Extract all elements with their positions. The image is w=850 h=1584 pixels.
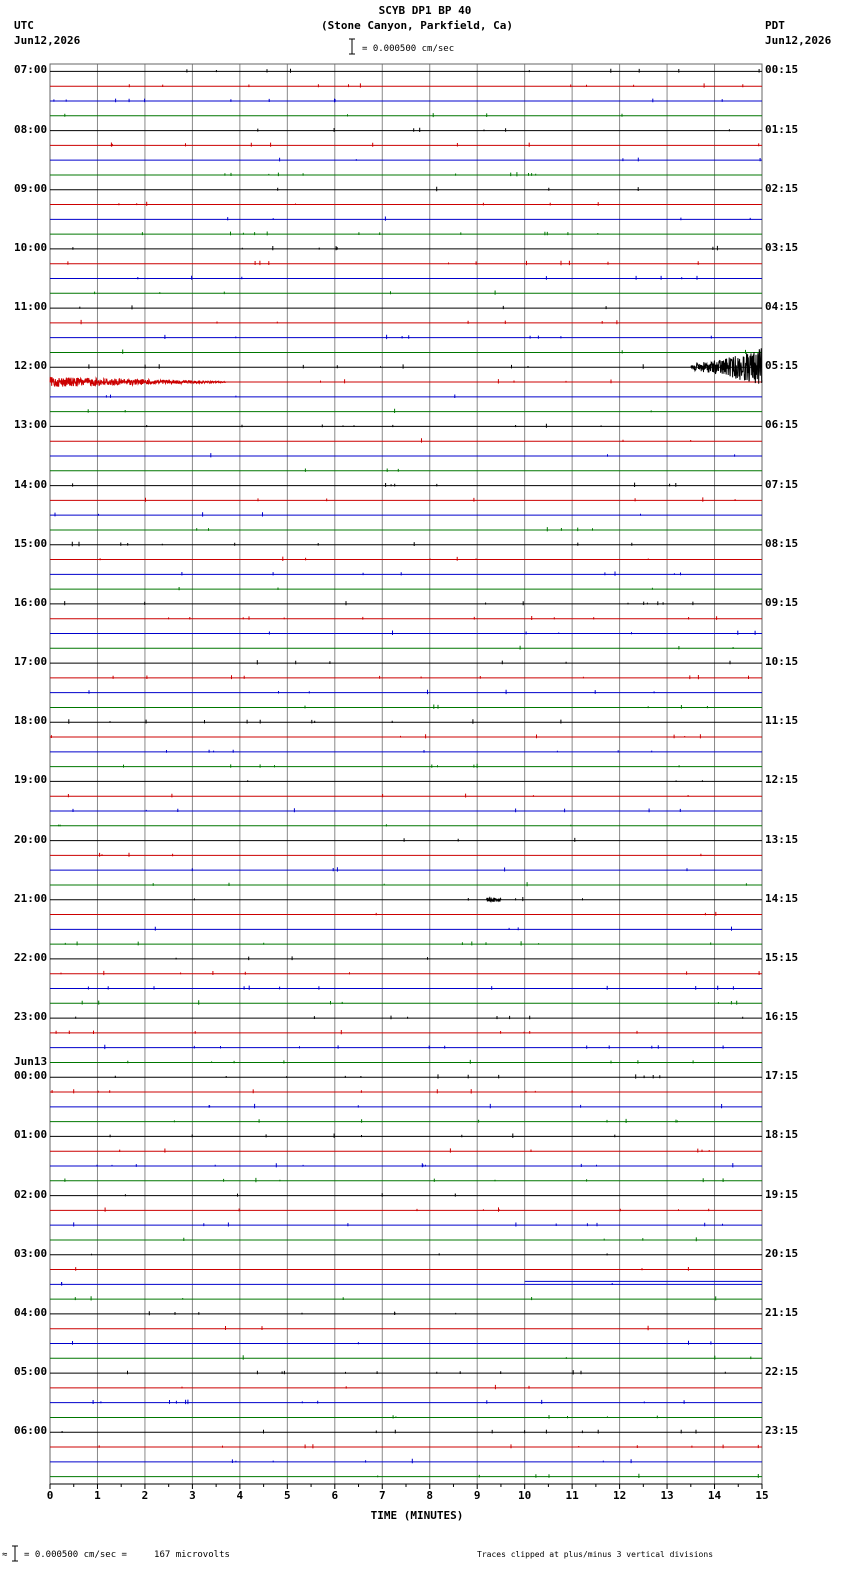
- trace-spikes-row-45: [51, 734, 700, 738]
- right-hour-label: 17:15: [765, 1069, 799, 1083]
- trace-spikes-row-23: [88, 409, 651, 413]
- trace-spikes-row-54: [192, 867, 687, 871]
- chart-subtitle: (Stone Canyon, Parkfield, Ca): [320, 19, 514, 32]
- trace-spikes-row-76: [125, 1193, 455, 1197]
- right-hour-label: 00:15: [765, 63, 799, 77]
- trace-spikes-row-8: [278, 187, 639, 191]
- trace-spikes-row-65: [56, 1030, 637, 1034]
- right-hour-label: 02:15: [765, 181, 799, 195]
- event-signal-1: [50, 377, 226, 387]
- trace-spikes-row-82: [62, 1282, 613, 1286]
- trace-spikes-row-67: [128, 1060, 693, 1064]
- right-hour-label: 18:15: [765, 1128, 799, 1142]
- trace-spikes-row-61: [61, 971, 759, 975]
- trace-spikes-row-28: [73, 483, 676, 487]
- left-hour-label: 01:00: [14, 1128, 48, 1142]
- left-hour-label: 14:00: [14, 477, 48, 491]
- x-axis-label: TIME (MINUTES): [370, 1509, 464, 1522]
- trace-spikes-row-29: [146, 497, 736, 501]
- footer-scale-prefix: ≈: [2, 1550, 8, 1560]
- x-tick-label-6: 6: [331, 1489, 339, 1502]
- trace-spikes-row-44: [69, 719, 561, 723]
- trace-spikes-row-47: [124, 764, 680, 768]
- trace-spikes-row-55: [153, 882, 746, 886]
- right-hour-label: 22:15: [765, 1365, 799, 1379]
- right-hour-label: 06:15: [765, 418, 799, 432]
- trace-spikes-row-41: [113, 675, 748, 679]
- trace-spikes-row-62: [88, 986, 733, 990]
- left-hour-label: 12:00: [14, 359, 48, 373]
- trace-spikes-row-40: [257, 660, 730, 664]
- x-tick-label-9: 9: [473, 1489, 481, 1502]
- trace-spikes-row-31: [197, 527, 593, 531]
- left-hour-label: 02:00: [14, 1187, 48, 1201]
- trace-spikes-row-86: [73, 1341, 711, 1345]
- left-hour-label: 07:00: [14, 63, 48, 77]
- trace-spikes-row-72: [110, 1134, 615, 1138]
- trace-spikes-row-35: [179, 587, 652, 590]
- footer-scale-text: = 0.000500 cm/sec = 167 microvolts: [24, 1550, 230, 1560]
- right-hour-label: 13:15: [765, 832, 799, 846]
- x-tick-label-15: 15: [755, 1489, 769, 1502]
- left-hour-label: 05:00: [14, 1365, 48, 1379]
- x-tick-label-11: 11: [565, 1489, 579, 1502]
- x-tick-label-10: 10: [518, 1489, 532, 1502]
- trace-spikes-row-22: [106, 395, 454, 399]
- trace-spikes-row-39: [520, 646, 733, 650]
- trace-spikes-row-12: [73, 246, 718, 251]
- trace-spikes-row-90: [93, 1400, 684, 1405]
- trace-spikes-row-92: [62, 1430, 696, 1434]
- left-hour-label: 17:00: [14, 655, 48, 669]
- event-signal-0: [691, 348, 762, 383]
- trace-spikes-row-53: [100, 853, 701, 857]
- trace-spikes-row-68: [115, 1074, 660, 1078]
- trace-spikes-row-85: [226, 1326, 649, 1331]
- trace-spikes-row-50: [73, 808, 680, 812]
- left-hour-label: 03:00: [14, 1246, 48, 1260]
- events: [50, 348, 762, 1281]
- trace-spikes-row-19: [123, 350, 746, 354]
- trace-spikes-row-4: [258, 128, 730, 132]
- trace-spikes-row-27: [305, 469, 398, 472]
- trace-spikes-row-73: [120, 1148, 710, 1152]
- left-hour-label: 09:00: [14, 181, 48, 195]
- trace-spikes-row-1: [129, 83, 743, 87]
- right-hour-label: 08:15: [765, 536, 799, 550]
- right-hour-label: 20:15: [765, 1246, 799, 1260]
- trace-spikes-row-75: [65, 1178, 723, 1182]
- trace-spikes-row-58: [155, 927, 731, 931]
- right-hour-label: 19:15: [765, 1187, 799, 1201]
- trace-spikes-row-11: [142, 232, 597, 236]
- left-date-label: Jun13: [14, 1055, 48, 1069]
- plot-frame: [50, 64, 762, 1484]
- right-hour-label: 21:15: [765, 1305, 799, 1319]
- right-timezone: PDT: [765, 19, 785, 32]
- right-hour-label: 15:15: [765, 950, 799, 964]
- left-hour-label: 16:00: [14, 595, 48, 609]
- trace-spikes-row-49: [68, 794, 688, 798]
- trace-spikes-row-30: [55, 512, 641, 516]
- event-signal-2: [487, 898, 501, 902]
- left-hour-label: 22:00: [14, 950, 48, 964]
- trace-spikes-row-7: [225, 172, 536, 176]
- right-hour-label: 01:15: [765, 122, 799, 136]
- trace-spikes-row-24: [147, 424, 601, 428]
- right-hour-label: 07:15: [765, 477, 799, 491]
- trace-spikes-row-37: [169, 616, 717, 620]
- trace-spikes-row-3: [65, 113, 622, 117]
- trace-spikes-row-46: [167, 750, 652, 753]
- trace-spikes-row-60: [176, 956, 427, 960]
- right-hour-label: 11:15: [765, 714, 799, 728]
- trace-spikes-row-94: [232, 1459, 631, 1464]
- right-hour-label: 05:15: [765, 359, 799, 373]
- trace-spikes-row-78: [74, 1222, 723, 1226]
- right-hour-label: 16:15: [765, 1010, 799, 1024]
- trace-spikes-row-33: [100, 557, 648, 561]
- trace-spikes-row-18: [165, 335, 711, 339]
- left-hour-label: 08:00: [14, 122, 48, 136]
- left-hour-label: 18:00: [14, 714, 48, 728]
- trace-spikes-row-10: [228, 217, 751, 221]
- trace-spikes-row-2: [54, 99, 722, 103]
- trace-spikes-row-0: [187, 69, 759, 73]
- trace-spikes-row-32: [72, 542, 632, 546]
- x-tick-label-1: 1: [94, 1489, 101, 1502]
- trace-spikes-row-88: [128, 1370, 726, 1374]
- right-hour-label: 14:15: [765, 891, 799, 905]
- left-timezone: UTC: [14, 19, 34, 32]
- left-hour-label: 20:00: [14, 832, 48, 846]
- trace-spikes-row-42: [89, 690, 654, 694]
- trace-spikes-row-26: [211, 453, 735, 457]
- trace-spikes-row-77: [105, 1207, 709, 1211]
- trace-spikes-row-63: [82, 1000, 737, 1004]
- clip-note: Traces clipped at plus/minus 3 vertical divisions: [477, 1550, 714, 1559]
- trace-spikes-row-69: [52, 1089, 572, 1093]
- trace-spikes-row-13: [68, 261, 698, 266]
- left-hour-label: 04:00: [14, 1305, 48, 1319]
- chart-title: SCYB DP1 BP 40: [378, 4, 472, 17]
- trace-spikes-row-6: [280, 158, 760, 162]
- left-hour-label: 00:00: [14, 1069, 48, 1083]
- trace-spikes-row-71: [174, 1119, 677, 1123]
- trace-spikes-row-15: [95, 291, 496, 295]
- right-hour-label: 09:15: [765, 595, 799, 609]
- scale-label: = 0.000500 cm/sec: [362, 44, 455, 54]
- x-tick-label-7: 7: [378, 1489, 386, 1502]
- trace-spikes-row-93: [99, 1444, 758, 1448]
- x-tick-label-2: 2: [141, 1489, 149, 1502]
- trace-spikes-row-70: [209, 1104, 722, 1108]
- right-hour-label: 12:15: [765, 773, 799, 787]
- trace-spikes-row-87: [243, 1355, 751, 1360]
- x-axis: [47, 1484, 769, 1502]
- right-hour-label: 10:15: [765, 655, 799, 669]
- x-tick-label-13: 13: [660, 1489, 674, 1502]
- left-hour-label: 10:00: [14, 240, 48, 254]
- left-hour-label: 15:00: [14, 536, 48, 550]
- left-hour-label: 21:00: [14, 891, 48, 905]
- grid: [50, 64, 762, 1484]
- trace-spikes-row-17: [81, 320, 617, 324]
- footer-scale-bar-icon: [10, 1545, 20, 1563]
- traces: [50, 69, 762, 1478]
- left-hour-label: 06:00: [14, 1424, 48, 1438]
- left-hour-label: 19:00: [14, 773, 48, 787]
- trace-spikes-row-36: [65, 601, 693, 605]
- right-date: Jun12,2026: [765, 34, 832, 47]
- trace-spikes-row-14: [138, 276, 697, 280]
- trace-spikes-row-25: [422, 438, 691, 442]
- left-hour-label: 11:00: [14, 300, 48, 314]
- trace-spikes-row-95: [378, 1474, 759, 1478]
- trace-spikes-row-64: [76, 1016, 743, 1020]
- left-hour-label: 23:00: [14, 1010, 48, 1024]
- x-tick-label-5: 5: [284, 1489, 291, 1502]
- trace-spikes-row-38: [269, 631, 755, 636]
- x-tick-label-8: 8: [426, 1489, 434, 1502]
- x-tick-label-3: 3: [189, 1489, 196, 1502]
- right-hour-label: 04:15: [765, 300, 799, 314]
- left-hour-label: 13:00: [14, 418, 48, 432]
- x-tick-label-4: 4: [236, 1489, 244, 1502]
- trace-spikes-row-5: [111, 143, 758, 147]
- trace-spikes-row-91: [393, 1415, 657, 1419]
- x-tick-label-12: 12: [612, 1489, 627, 1502]
- x-tick-label-14: 14: [707, 1489, 722, 1502]
- left-date: Jun12,2026: [14, 34, 81, 47]
- trace-spikes-row-57: [376, 912, 716, 916]
- trace-spikes-row-34: [182, 572, 681, 576]
- trace-spikes-row-16: [80, 305, 606, 309]
- right-hour-label: 03:15: [765, 240, 799, 254]
- trace-spikes-row-59: [65, 941, 710, 945]
- trace-spikes-row-20: [89, 364, 643, 369]
- right-hour-label: 23:15: [765, 1424, 799, 1438]
- trace-spikes-row-66: [105, 1045, 723, 1049]
- trace-spikes-row-43: [305, 705, 707, 709]
- trace-spikes-row-84: [149, 1311, 455, 1315]
- trace-spikes-row-9: [119, 202, 598, 206]
- x-tick-label-0: 0: [46, 1489, 54, 1502]
